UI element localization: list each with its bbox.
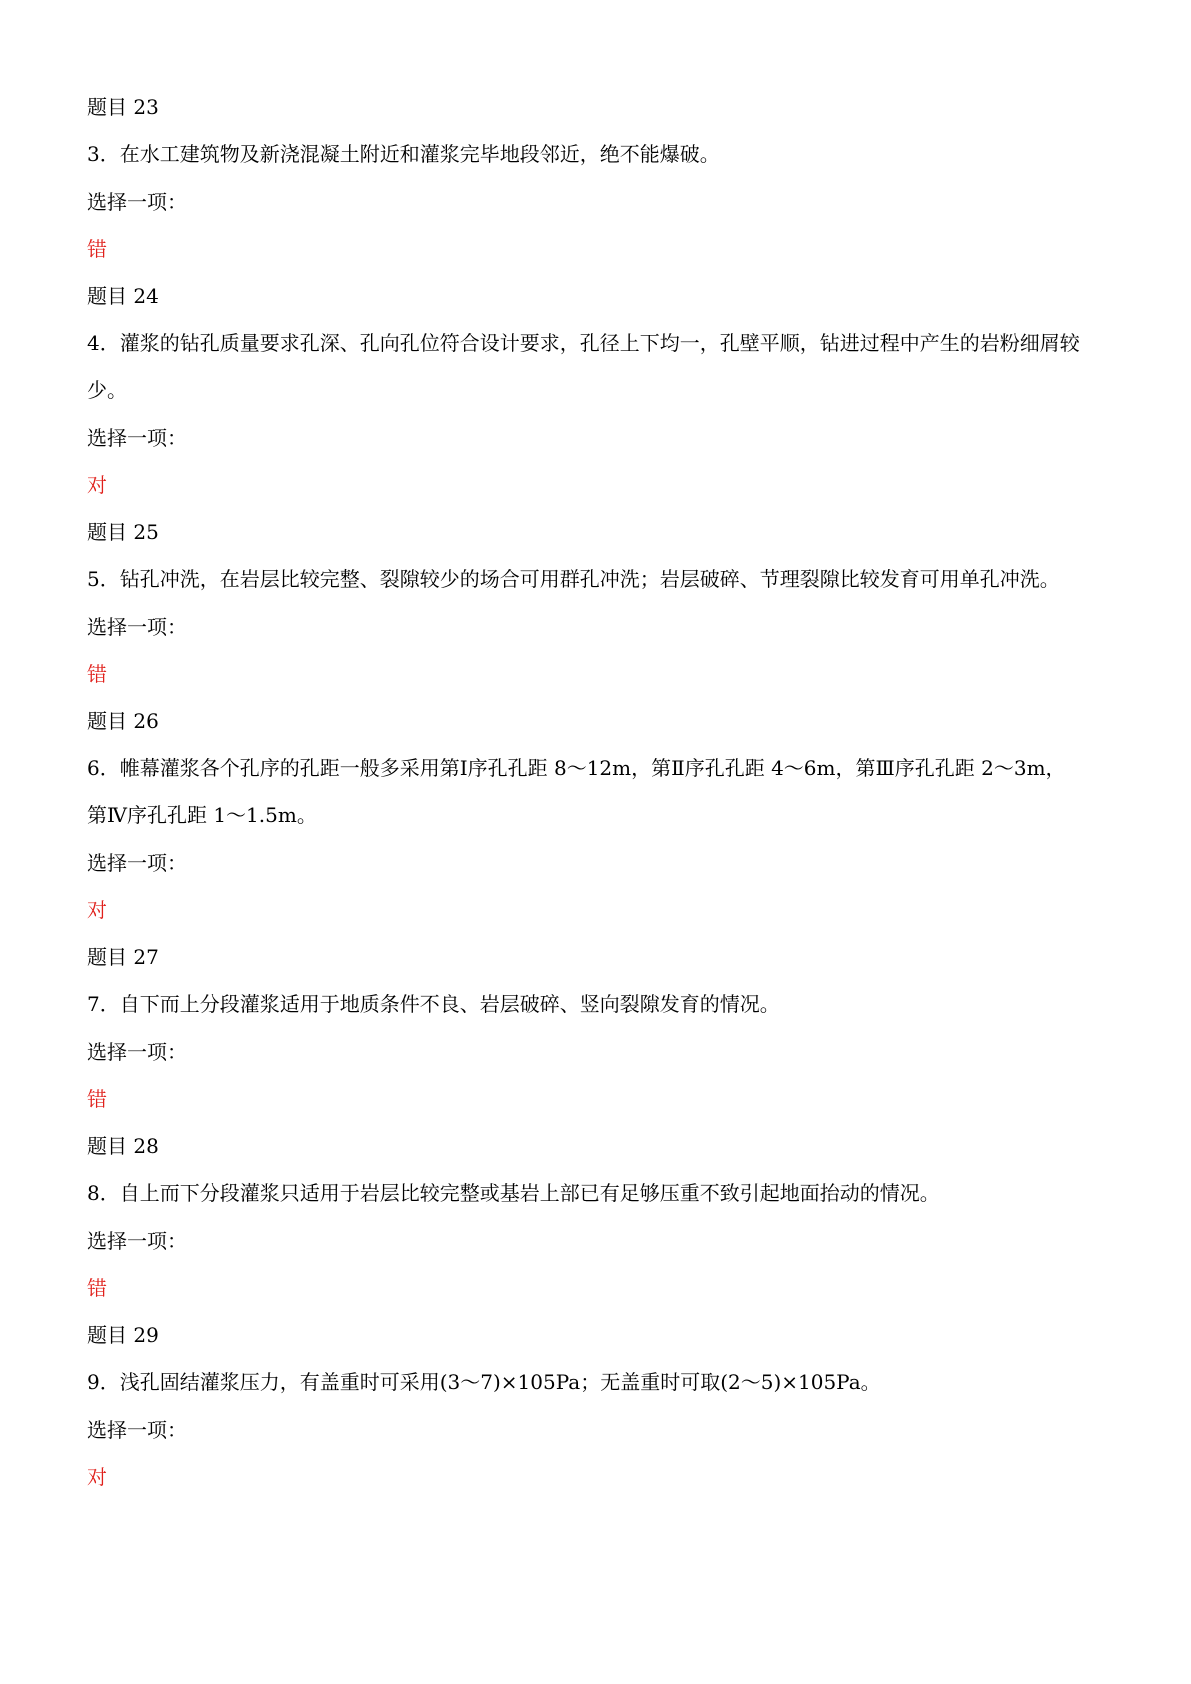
- question-text: 8．自上而下分段灌浆只适用于岩层比较完整或基岩上部已有足够压重不致引起地面抬动的情况。: [87, 1181, 940, 1205]
- answer-text: 对: [87, 473, 107, 497]
- question-29: [87, 1320, 1087, 1492]
- choice-prompt: 选择一项：: [87, 851, 187, 875]
- question-text: 6．帷幕灌浆各个孔序的孔距一般多采用第Ⅰ序孔孔距 8～12m，第Ⅱ序孔孔距 4～6m，第Ⅲ序孔孔距 2～3m，第Ⅳ序孔孔距 1～1.5m。: [87, 756, 1066, 827]
- question-25: [87, 517, 1087, 689]
- question-23: [87, 92, 1087, 264]
- question-number: 题目 25: [87, 520, 159, 544]
- question-text: 4．灌浆的钻孔质量要求孔深、孔向孔位符合设计要求，孔径上下均一，孔壁平顺，钻进过程中产生的岩粉细屑较少。: [87, 331, 1080, 402]
- choice-prompt: 选择一项：: [87, 1418, 187, 1442]
- document-page: [87, 92, 1087, 1509]
- question-26: [87, 706, 1087, 925]
- answer-text: 错: [87, 1087, 107, 1111]
- question-number: 题目 27: [87, 945, 159, 969]
- answer-text: 对: [87, 1465, 107, 1489]
- question-text: 9．浅孔固结灌浆压力，有盖重时可采用(3～7)×105Pa；无盖重时可取(2～5)×105Pa。: [87, 1370, 881, 1394]
- question-number: 题目 29: [87, 1323, 159, 1347]
- choice-prompt: 选择一项：: [87, 190, 187, 214]
- answer-text: 错: [87, 662, 107, 686]
- question-27: [87, 942, 1087, 1114]
- question-number: 题目 24: [87, 284, 159, 308]
- choice-prompt: 选择一项：: [87, 615, 187, 639]
- question-number: 题目 23: [87, 95, 159, 119]
- choice-prompt: 选择一项：: [87, 1040, 187, 1064]
- question-text: 3．在水工建筑物及新浇混凝土附近和灌浆完毕地段邻近，绝不能爆破。: [87, 142, 720, 166]
- answer-text: 错: [87, 1276, 107, 1300]
- question-number: 题目 26: [87, 709, 159, 733]
- question-24: [87, 281, 1087, 500]
- question-number: 题目 28: [87, 1134, 159, 1158]
- answer-text: 错: [87, 237, 107, 261]
- choice-prompt: 选择一项：: [87, 426, 187, 450]
- question-text: 5．钻孔冲洗，在岩层比较完整、裂隙较少的场合可用群孔冲洗；岩层破碎、节理裂隙比较发育可用单孔冲洗。: [87, 567, 1060, 591]
- choice-prompt: 选择一项：: [87, 1229, 187, 1253]
- answer-text: 对: [87, 898, 107, 922]
- question-text: 7．自下而上分段灌浆适用于地质条件不良、岩层破碎、竖向裂隙发育的情况。: [87, 992, 780, 1016]
- question-28: [87, 1131, 1087, 1303]
